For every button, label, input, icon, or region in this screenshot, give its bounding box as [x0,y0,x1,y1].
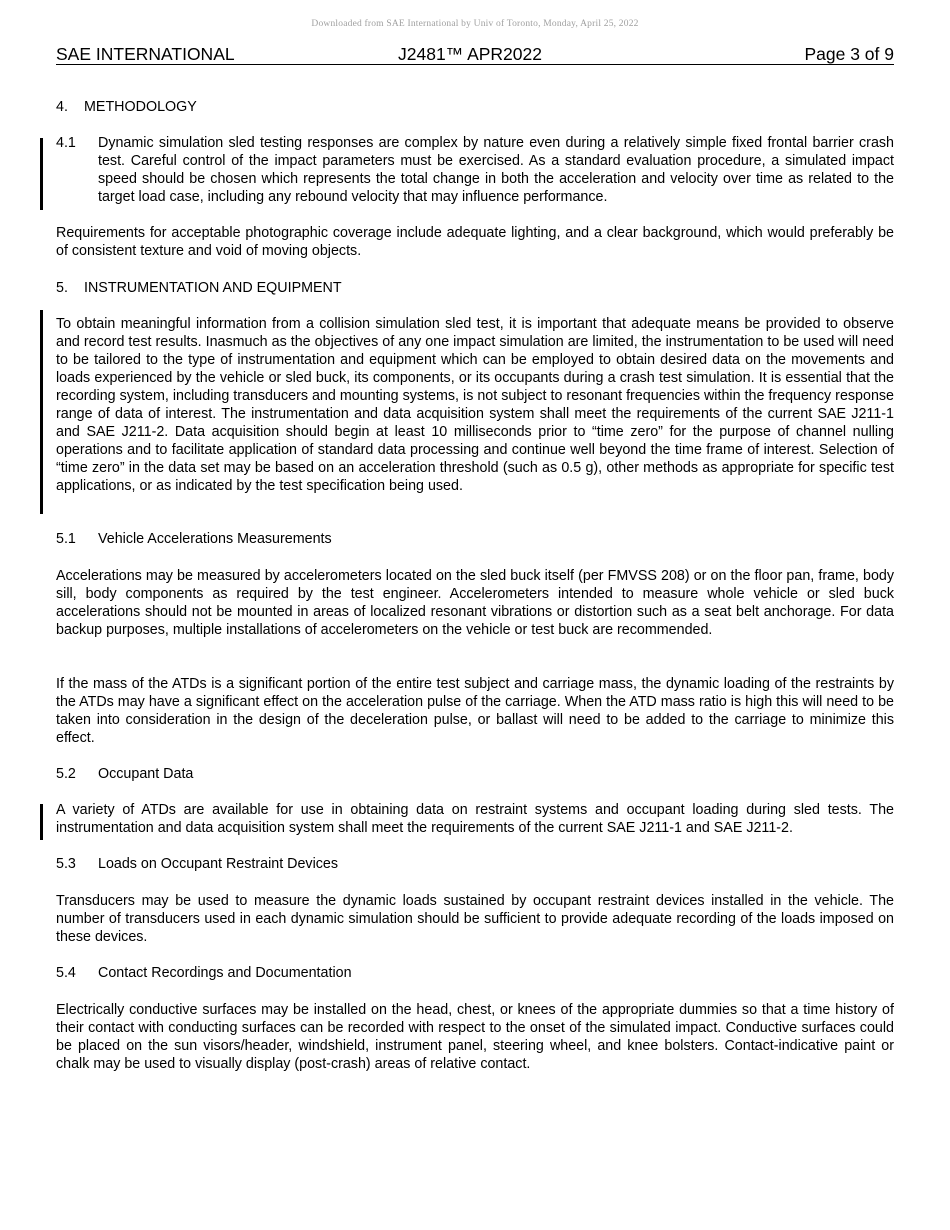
section-number: 5.4 [56,965,76,981]
section-4-heading [56,98,894,116]
section-5-heading [56,279,894,297]
header-page-number: Page 3 of 9 [804,44,894,64]
occupant-data-paragraph: A variety of ATDs are available for use in obtaining data on restraint systems and occupant loading during sled tests. The instrumentation and data acquisition system shall meet the requirements of the current SAE J211-1 and SAE J211-2. [56,802,894,836]
accelerations-paragraph: Accelerations may be measured by accelerometers located on the sled buck itself (per FMVSS 208) or on the floor pan, frame, body sill, body components as required by the test engineer. Accelerometers intended to measure whole vehicle or sled buck accelerations should not be mounted in areas of localized resonant vibrations or distortion such as a seat belt anchorage. For data backup purposes, multiple installations of accelerometers on the vehicle or test buck are recommended. [56,568,894,638]
change-bar-4-1 [40,138,43,210]
page-header [56,44,894,65]
instrumentation-paragraph: To obtain meaningful information from a collision simulation sled test, it is important that adequate means be provided to observe and record test results. Inasmuch as the objectives of any one impact simulation are limited, the instrumentation to be used will need to be tailored to the type of instrumentation and equipment which can be employed to obtain desired data on the movements and loads experienced by the vehicle or sled buck, its components, or its occupants during a crash test simulation. It is essential that the recording system, including transducers and mounting systems, is not subject to resonant frequencies within the frequency response range of data of interest. The instrumentation and data acquisition system shall meet the requirements of the current SAE J211-1 and SAE J211-2. Data acquisition should begin at least 10 milliseconds prior to “time zero” for the purpose of channel nulling operations and to facilitate application of standard data processing and continue well beyond the time frame of interest. Selection of “time zero” in the data set may be based on an acceleration threshold (such as 0.5 g), other methods as appropriate for specific test applications, or as indicated by the test specification being used. [56,316,894,494]
section-number: 5. [56,280,68,296]
download-watermark: Downloaded from SAE International by Univ of Toronto, Monday, April 25, 2022 [311,19,639,29]
section-number: 5.2 [56,766,76,782]
section-5-3-heading [56,855,894,873]
section-number: 4.1 [56,135,76,151]
photographic-coverage-paragraph: Requirements for acceptable photographic coverage include adequate lighting, and a clear background, which would preferably be of consistent texture and void of moving objects. [56,225,894,259]
section-4-1 [56,134,894,206]
section-4-1-text: Dynamic simulation sled testing responses are complex by nature even during a relatively simple fixed frontal barrier crash test. Careful control of the impact parameters must be exercised. As a standard evaluation procedure, a simulated impact speed should be chosen which represents the total change in both the acceleration and velocity over time as related to the target load case, including any rebound velocity that may influence performance. [98,135,894,205]
header-doc-id: J2481™ APR2022 [398,44,542,64]
change-bar-5-2 [40,804,43,840]
section-title: Contact Recordings and Documentation [98,965,352,981]
atd-mass-paragraph: If the mass of the ATDs is a significant portion of the entire test subject and carriage mass, the dynamic loading of the restraints by the ATDs may have a significant effect on the acceleration pulse of the carriage. When the ATD mass ratio is high this will need to be taken into consideration in the design of the deceleration pulse, or ballast will need to be added to the carriage to minimize this effect. [56,676,894,746]
section-title: INSTRUMENTATION AND EQUIPMENT [84,280,342,296]
section-title: Vehicle Accelerations Measurements [98,531,332,547]
contact-recordings-paragraph: Electrically conductive surfaces may be installed on the head, chest, or knees of the appropriate dummies so that a time history of their contact with conducting surfaces can be recorded with respect to the onset of the simulated impact. Conductive surfaces could be placed on the sun visors/header, windshield, instrument panel, steering wheel, and knee bolsters. Contact-indicative paint or chalk may be used to visually display (post-crash) areas of relative contact. [56,1002,894,1072]
section-title: Loads on Occupant Restraint Devices [98,856,338,872]
loads-paragraph: Transducers may be used to measure the dynamic loads sustained by occupant restraint devices installed in the vehicle. The number of transducers used in each dynamic simulation should be sufficient to provide adequate recording of the loads imposed on these devices. [56,893,894,945]
section-number: 4. [56,99,68,115]
section-5-1-heading [56,530,894,548]
header-org: SAE INTERNATIONAL [56,44,235,64]
section-5-2-heading [56,765,894,783]
change-bar-5-intro [40,310,43,514]
section-5-4-heading [56,964,894,982]
section-number: 5.1 [56,531,76,547]
section-title: Occupant Data [98,766,194,782]
section-title: METHODOLOGY [84,99,197,115]
section-number: 5.3 [56,856,76,872]
